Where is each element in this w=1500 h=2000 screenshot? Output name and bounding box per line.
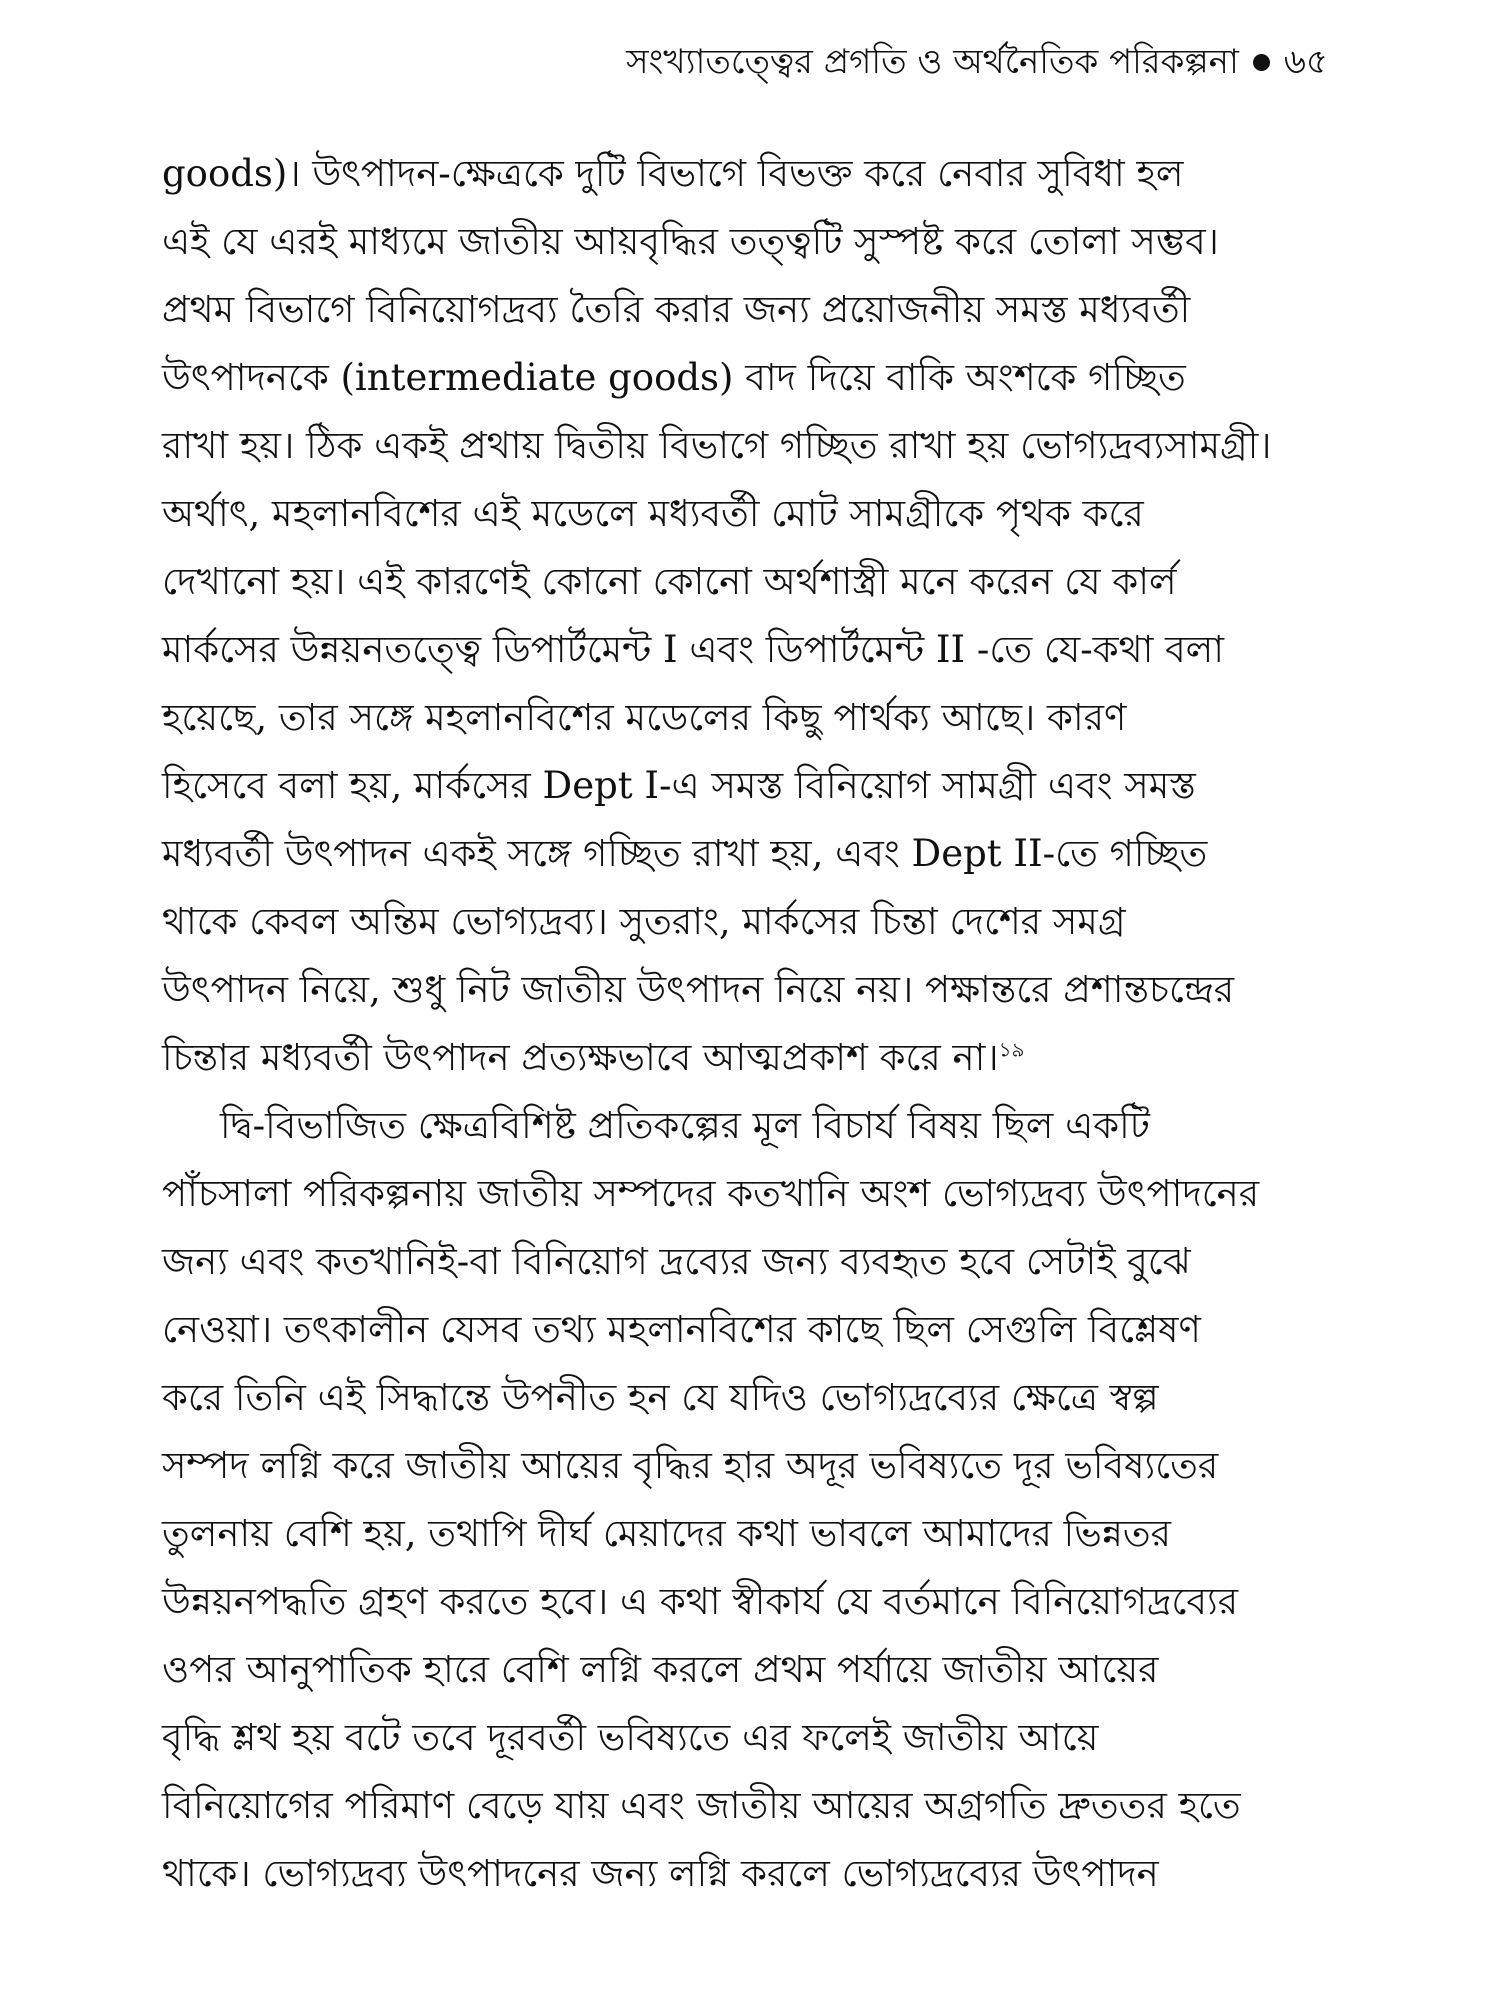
page-number: ৬৫ bbox=[1283, 42, 1328, 82]
running-head-title: সংখ্যাতত্ত্বের প্রগতি ও অর্থনৈতিক পরিকল্পনা bbox=[626, 42, 1239, 82]
footnote-marker: ১৯ bbox=[998, 1037, 1025, 1062]
body-text bbox=[162, 140, 1342, 1908]
paragraph-2-text: দ্বি-বিভাজিত ক্ষেত্রবিশিষ্ট প্রতিকল্পের মূল বিচার্য বিষয় ছিল একটি পাঁচসালা পরিকল্পনায় জাতীয় সম্পদের কতখানি অংশ ভোগ্যদ্রব্য উৎপাদনের জন্য এবং কতখানিই-বা বিনিয়োগ দ্রব্যের জন্য ব্যবহৃত হবে সেটাই বুঝে নেওয়া। তৎকালীন যেসব তথ্য মহলানবিশের কাছে ছিল সেগুলি বিশ্লেষণ করে তিনি এই সিদ্ধান্তে উপনীত হন যে যদিও ভোগ্যদ্রব্যের ক্ষেত্রে স্বল্প সম্পদ লগ্নি করে জাতীয় আয়ের বৃদ্ধির হার অদূর ভবিষ্যতে দূর ভবিষ্যতের তুলনায় বেশি হয়, তথাপি দীর্ঘ মেয়াদের কথা ভাবলে আমাদের ভিন্নতর উন্নয়নপদ্ধতি গ্রহণ করতে হবে। এ কথা স্বীকার্য যে বর্তমানে বিনিয়োগদ্রব্যের ওপর আনুপাতিক হারে বেশি লগ্নি করলে প্রথম পর্যায়ে জাতীয় আয়ের বৃদ্ধি শ্লথ হয় বটে তবে দূরবর্তী ভবিষ্যতে এর ফলেই জাতীয় আয়ে বিনিয়োগের পরিমাণ বেড়ে যায় এবং জাতীয় আয়ের অগ্রগতি দ্রুততর হতে থাকে। ভোগ্যদ্রব্য উৎপাদনের জন্য লগ্নি করলে ভোগ্যদ্রব্যের উৎপাদন bbox=[162, 1104, 1260, 1895]
bullet-dot-icon bbox=[1253, 54, 1270, 71]
running-head bbox=[626, 42, 1328, 83]
paragraph-1-text: goods)। উৎপাদন-ক্ষেত্রকে দুটি বিভাগে বিভক্ত করে নেবার সুবিধা হল এই যে এরই মাধ্যমে জাতীয় আয়বৃদ্ধির তত্ত্বটি সুস্পষ্ট করে তোলা সম্ভব। প্রথম বিভাগে বিনিয়োগদ্রব্য তৈরি করার জন্য প্রয়োজনীয় সমস্ত মধ্যবর্তী উৎপাদনকে (intermediate goods) বাদ দিয়ে বাকি অংশকে গচ্ছিত রাখা হয়। ঠিক একই প্রথায় দ্বিতীয় বিভাগে গচ্ছিত রাখা হয় ভোগ্যদ্রব্যসামগ্রী। অর্থাৎ, মহলানবিশের এই মডেলে মধ্যবর্তী মোট সামগ্রীকে পৃথক করে দেখানো হয়। এই কারণেই কোনো কোনো অর্থশাস্ত্রী মনে করেন যে কার্ল মার্কসের উন্নয়নতত্ত্বে ডিপার্টমেন্ট I এবং ডিপার্টমেন্ট II -তে যে-কথা বলা হয়েছে, তার সঙ্গে মহলানবিশের মডেলের কিছু পার্থক্য আছে। কারণ হিসেবে বলা হয়, মার্কসের Dept I-এ সমস্ত বিনিয়োগ সামগ্রী এবং সমস্ত মধ্যবর্তী উৎপাদন একই সঙ্গে গচ্ছিত রাখা হয়, এবং Dept II-তে গচ্ছিত থাকে কেবল অন্তিম ভোগ্যদ্রব্য। সুতরাং, মার্কসের চিন্তা দেশের সমগ্র উৎপাদন নিয়ে, শুধু নিট জাতীয় উৎপাদন নিয়ে নয়। পক্ষান্তরে প্রশান্তচন্দ্রের চিন্তার মধ্যবর্তী উৎপাদন প্রত্যক্ষভাবে আত্মপ্রকাশ করে না। bbox=[162, 152, 1272, 1079]
paragraph-1 bbox=[162, 140, 1342, 1092]
paragraph-2 bbox=[162, 1092, 1342, 1908]
